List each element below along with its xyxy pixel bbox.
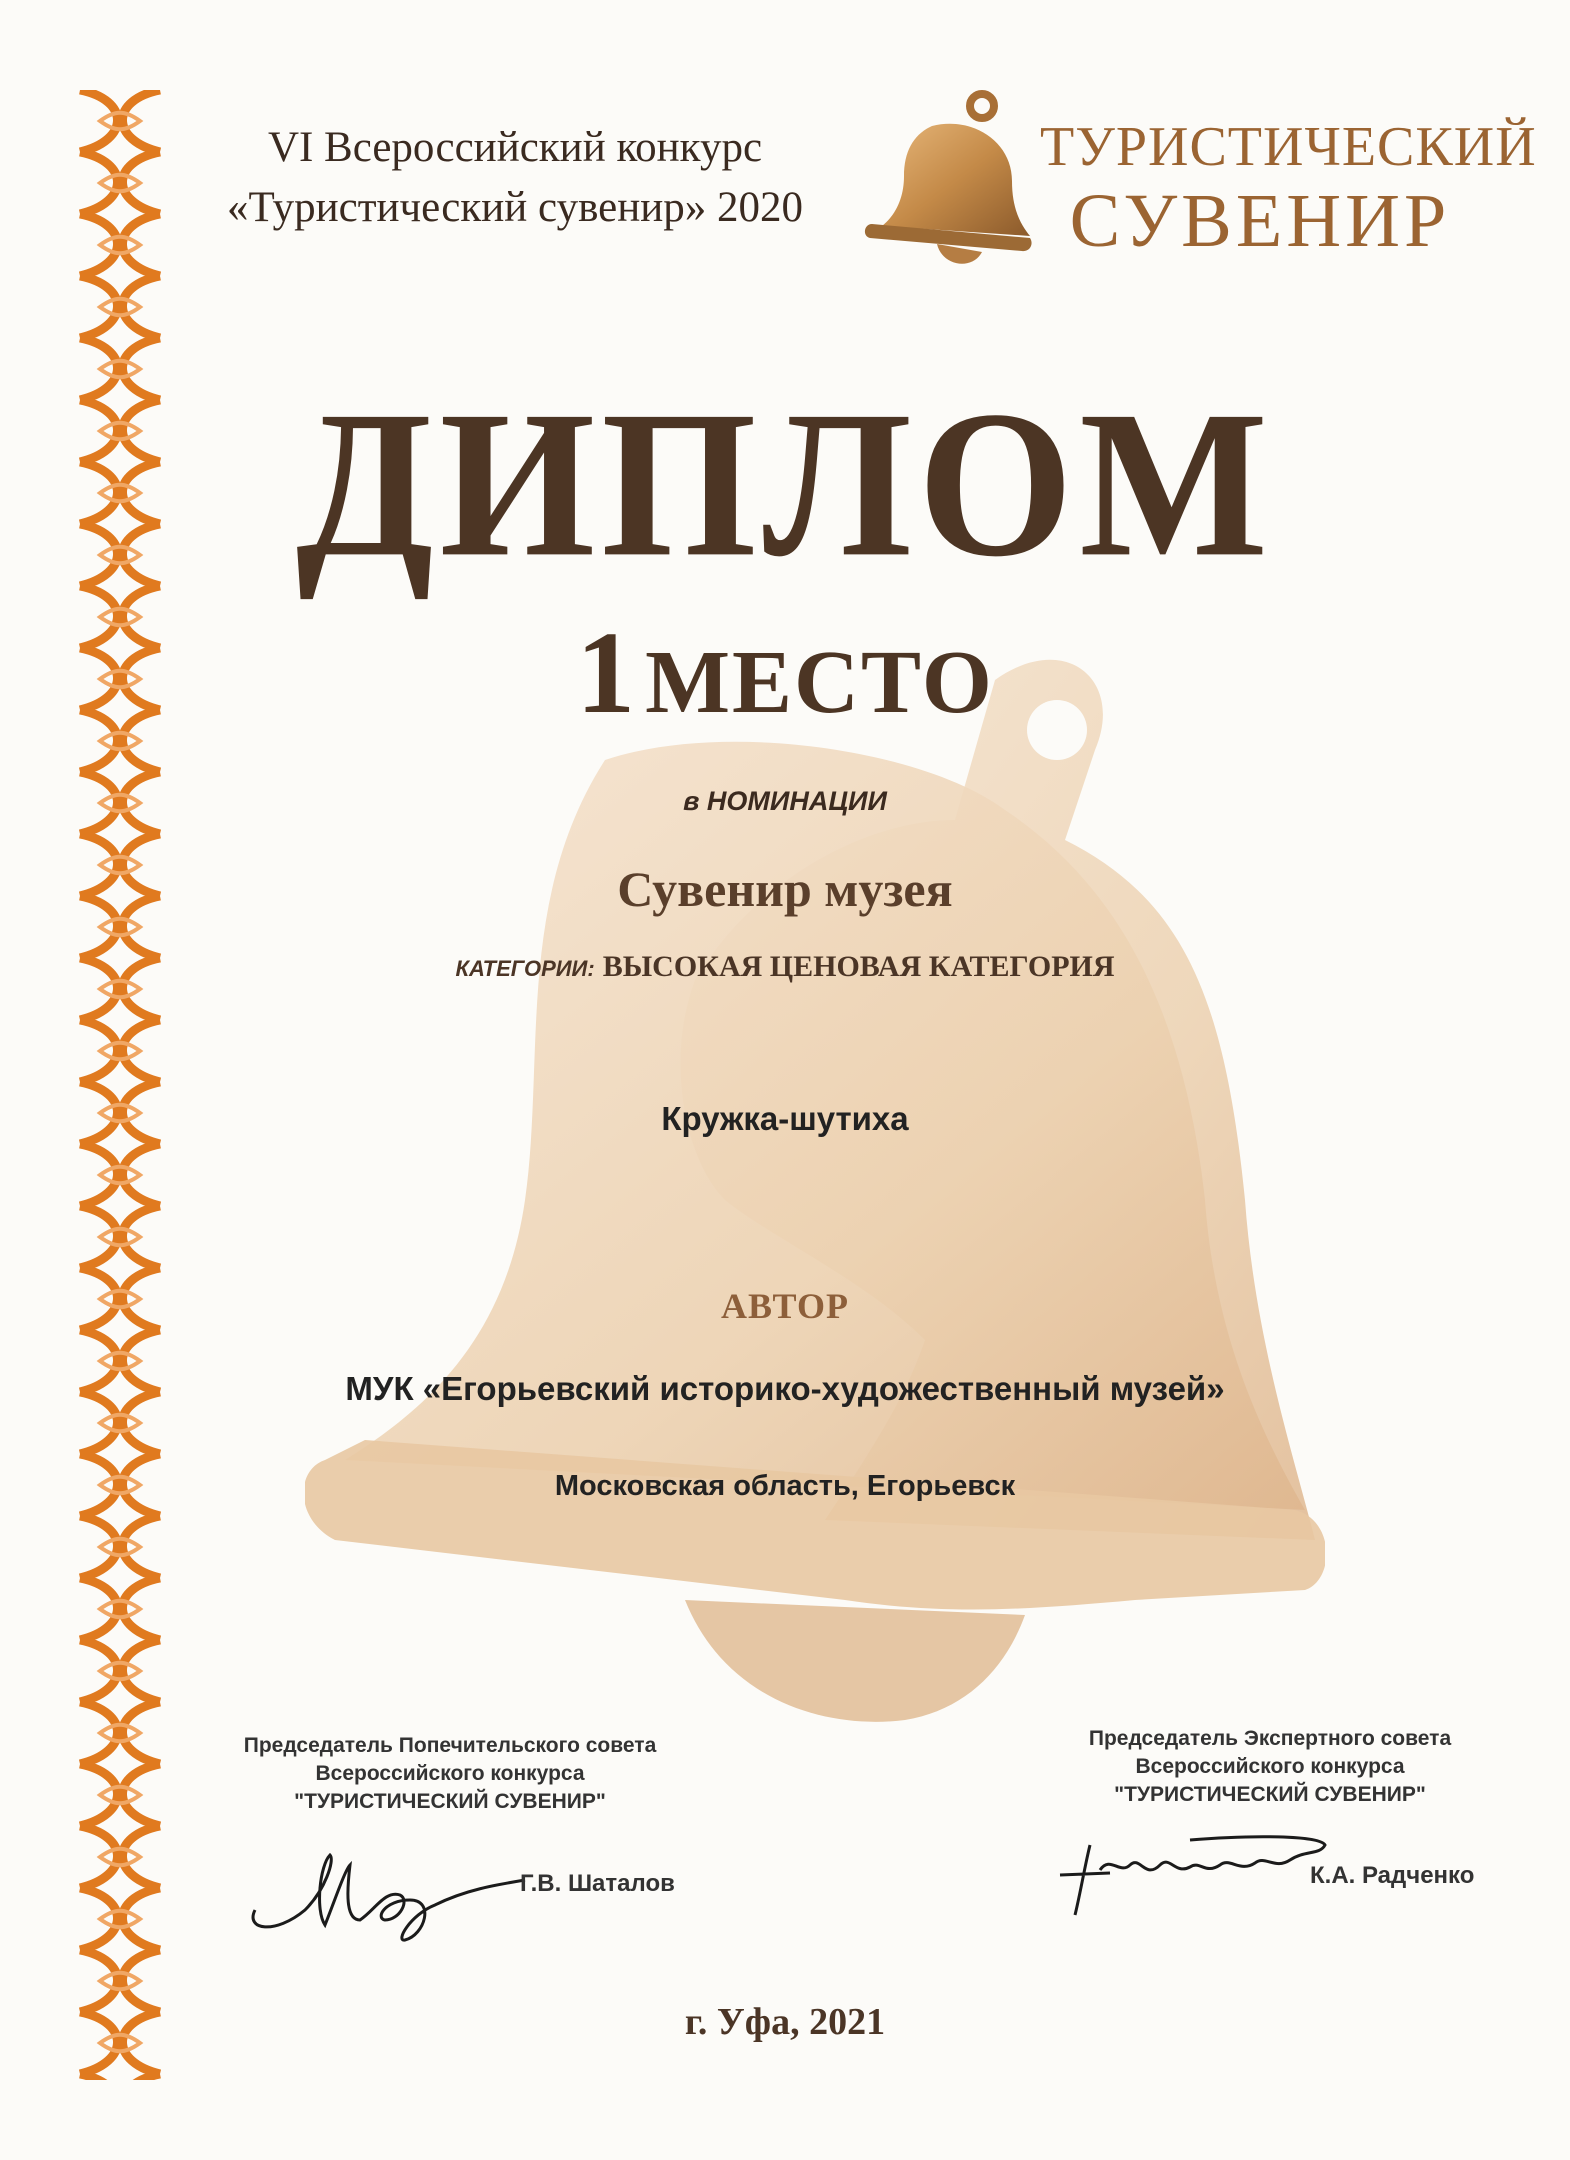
category-value: ВЫСОКАЯ ЦЕНОВАЯ КАТЕГОРИЯ <box>602 950 1115 983</box>
bell-icon <box>862 86 1032 286</box>
signature-left-line3: "ТУРИСТИЧЕСКИЙ СУВЕНИР" <box>294 1790 606 1813</box>
signature-left-name: Г.В. Шаталов <box>520 1870 675 1897</box>
contest-title-line1: VI Всероссийский конкурс <box>267 124 763 171</box>
city-year: г. Уфа, 2021 <box>684 2001 886 2043</box>
signature-right-name: К.А. Радченко <box>1310 1862 1475 1889</box>
nomination-lead: в НОМИНАЦИИ <box>683 786 887 816</box>
place-award <box>0 605 1570 741</box>
signature-block-right <box>1060 1725 1480 1809</box>
author-location: Московская область, Егорьевск <box>554 1470 1016 1502</box>
signature-block-left <box>240 1732 660 1816</box>
place-number: 1 <box>576 607 636 738</box>
contest-title <box>205 118 825 238</box>
signature-right-line1: Председатель Экспертного совета <box>1088 1727 1452 1750</box>
signature-left-line2: Всероссийского конкурса <box>315 1762 585 1785</box>
logo-text-line1: ТУРИСТИЧЕСКИЙ <box>1040 116 1537 178</box>
handwritten-signature-left <box>235 1840 535 1950</box>
signature-right-line3: "ТУРИСТИЧЕСКИЙ СУВЕНИР" <box>1114 1783 1426 1806</box>
category-lead: КАТЕГОРИИ: <box>455 956 595 981</box>
contest-title-line2: «Туристический сувенир» 2020 <box>227 184 803 231</box>
author-label: АВТОР <box>720 1286 850 1326</box>
nomination-name: Сувенир музея <box>617 861 953 917</box>
logo-text-line2: СУВЕНИР <box>1069 179 1451 263</box>
category-line <box>0 950 1570 984</box>
author-name: МУК «Егорьевский историко-художественный музей» <box>345 1370 1225 1407</box>
place-word: МЕСТО <box>645 633 994 732</box>
signature-left-line1: Председатель Попечительского совета <box>243 1734 657 1757</box>
item-name: Кружка-шутиха <box>661 1100 909 1137</box>
signature-right-line2: Всероссийского конкурса <box>1135 1755 1405 1778</box>
diploma-title: ДИПЛОМ <box>295 368 1275 601</box>
handwritten-signature-right <box>1050 1815 1330 1925</box>
